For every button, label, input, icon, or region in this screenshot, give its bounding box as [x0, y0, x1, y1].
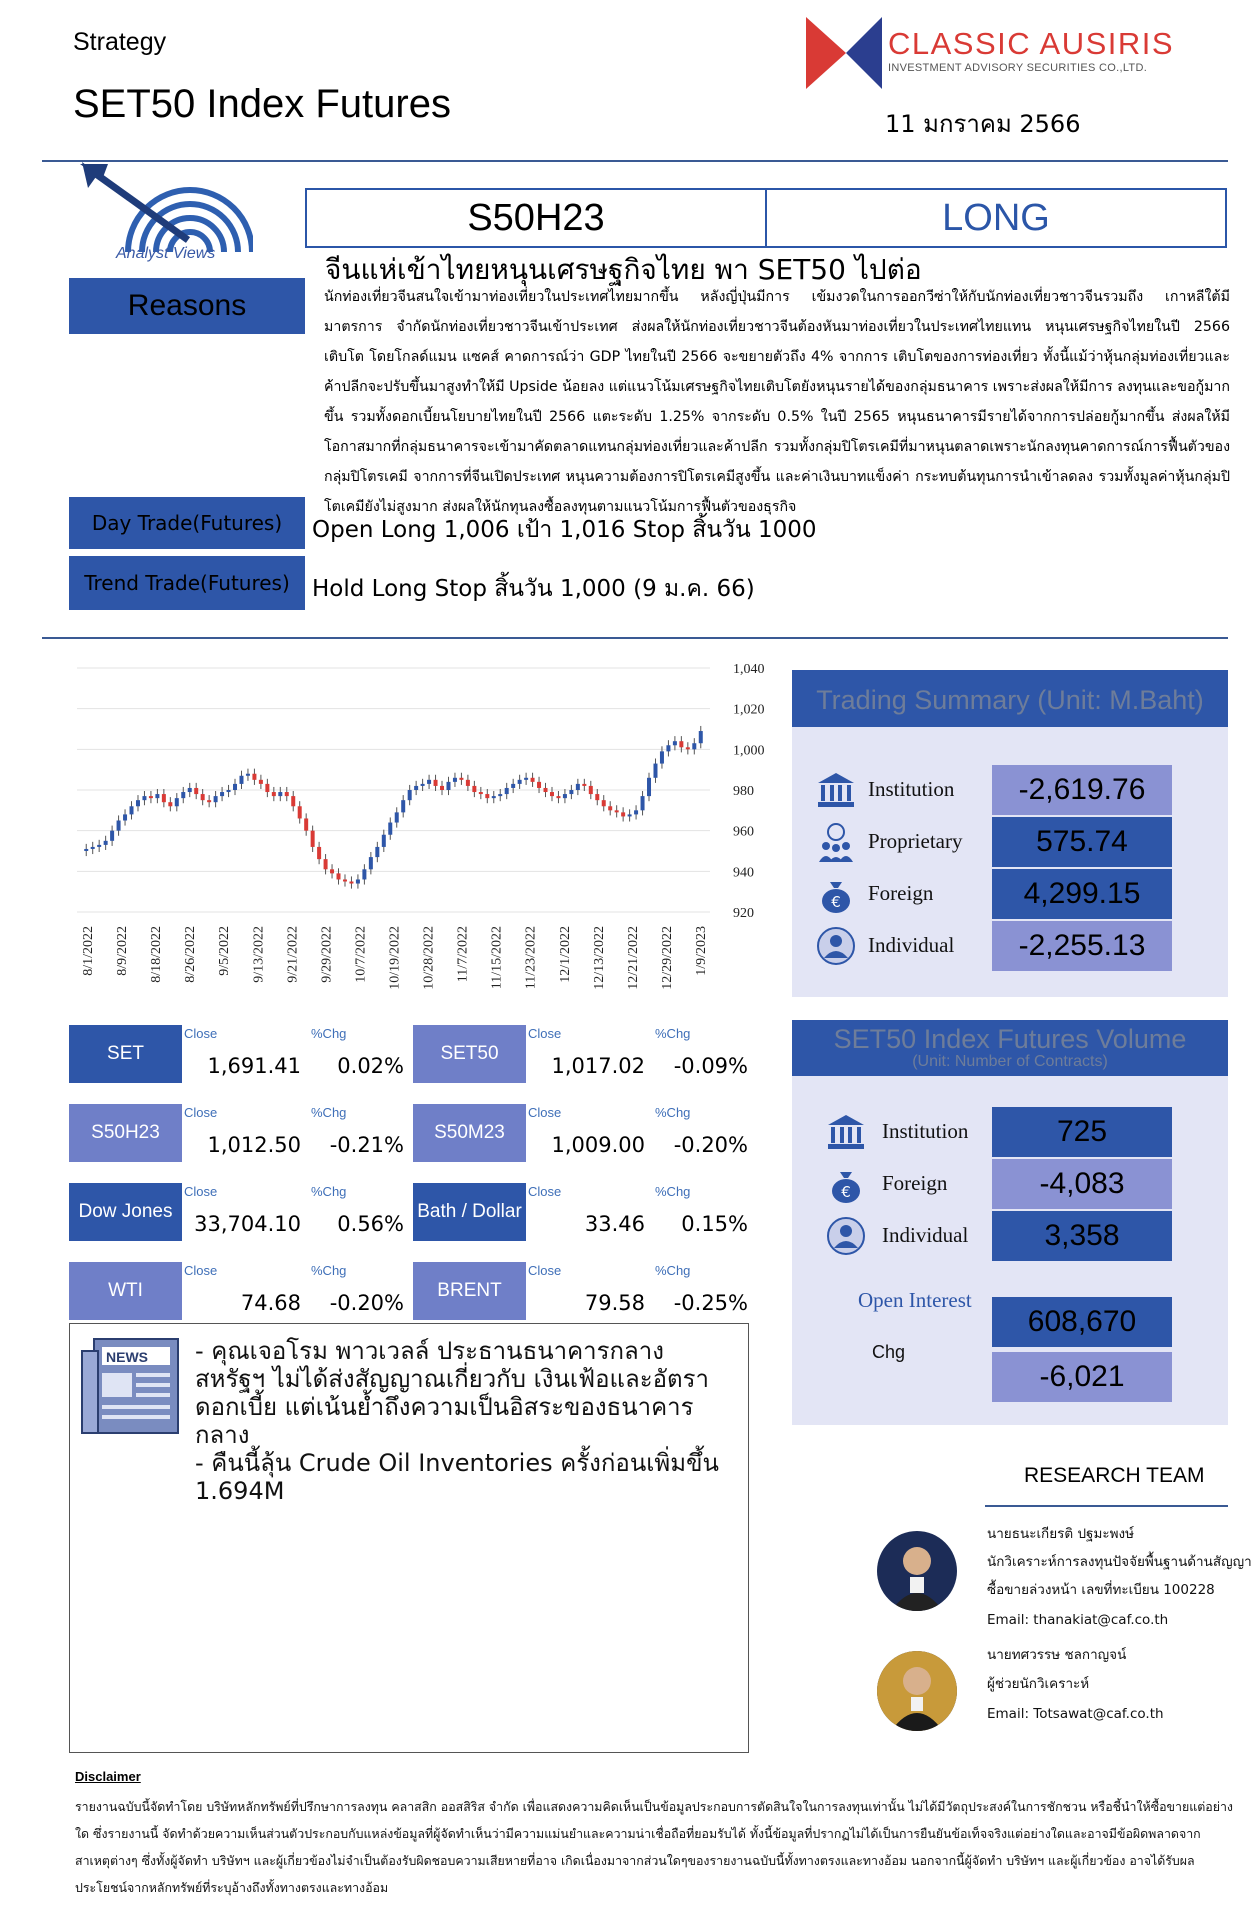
company-subtitle: INVESTMENT ADVISORY SECURITIES CO.,LTD. — [888, 62, 1148, 74]
member-role-line2: ซื้อขายล่วงหน้า เลขที่ทะเบียน 100228 — [987, 1582, 1215, 1598]
candle-body — [647, 778, 651, 796]
candle-body — [304, 818, 308, 830]
member-email: Email: thanakiat@caf.co.th — [987, 1612, 1169, 1628]
candle-body — [311, 831, 315, 847]
analyst-views-label: Analyst Views — [116, 245, 216, 262]
row-label: Individual — [868, 933, 955, 957]
user-icon — [816, 926, 856, 966]
candle-body — [686, 747, 690, 749]
candle-body — [104, 841, 108, 845]
chg-label: %Chg — [311, 1263, 347, 1278]
y-tick-label: 1,040 — [733, 662, 765, 677]
candle-body — [401, 800, 405, 812]
row-label: Institution — [882, 1119, 969, 1143]
market-name: WTI — [69, 1262, 182, 1320]
candle-body — [175, 798, 179, 806]
market-tile — [413, 1025, 750, 1083]
open-interest-chg-label: Chg — [872, 1342, 906, 1362]
avatar — [877, 1531, 957, 1611]
x-tick-label: 10/19/2022 — [387, 926, 403, 990]
page-title: SET50 Index Futures — [73, 82, 451, 126]
x-tick-label: 9/29/2022 — [319, 926, 335, 983]
chg-label: %Chg — [311, 1026, 347, 1041]
x-tick-label: 11/7/2022 — [455, 926, 471, 983]
market-name: SET50 — [413, 1025, 526, 1083]
report-date: 11 มกราคม 2566 — [885, 110, 1081, 138]
price-chart — [65, 650, 785, 1020]
reasons-text: นักท่องเที่ยวจีนสนใจเข้ามาท่องเที่ยวในประเทศไทยมากขึ้น หลังญี่ปุ่นมีการ เข้มงวดในการออกวีซ่าให้กับนักท่องเที่ยวชาวจีนรวมถึง เกาหลีใต้มีมาตรการ จำกัดนักท่องเที่ยวชาวจีนเข้าประเทศ ส่งผลให้นักท่องเที่ยวชาวจีนต้องหันมาท่องเที่ยวในประเทศไทยแทน หนุนเศรษฐกิจไทยในปี 2566 เติบโต โดยโกลด์แมน แซคส์ คาดการณ์ว่า GDP ไทยในปี 2566 จะขยายตัวถึง 4% จากการ เติบโตของการท่องเที่ยว ทั้งนี้แม้ว่าหุ้นกลุ่มท่องเที่ยวและค้าปลีกจะปรับขึ้นมาสูงทำให้มี Upside น้อยลง แต่แนวโน้มเศรษฐกิจไทยเติบโตยังหนุนรายได้ของกลุ่มธนาคาร เพราะส่งผลให้มีการ ลงทุนและขอกู้มากขึ้น รวมทั้งดอกเบี้ยนโยบายไทยในปี 2566 แตะระดับ 1.25% จากระดับ 0.5% ในปี 2565 หนุนธนาคารมีรายได้จากการปล่อยกู้มากขึ้น ส่งผลให้มีโอกาสมากที่กลุ่มธนาคารจะเข้ามาคัดตลาดแทนกลุ่มท่องเที่ยวและค้าปลีก รวมทั้งกลุ่มปิโตรเคมีที่มาหนุนตลาดเพราะนักลงทุนคาดการณ์การฟื้นตัวของกลุ่มปิโตรเคมี จากการที่จีนเปิดประเทศ หนุนความต้องการปิโตรเคมีสูงขึ้น และค่าเงินบาทแข็งค่า กระทบต้นทุนการนำเข้าลดลง รวมทั้งมูลค่าหุ้นกลุ่มปิโตเคมียังไม่สูงมาก ส่งผลให้นักทุนลงซื้อลงทุนตามแนวโน้มการฟื้นตัวของธุรกิจ — [324, 289, 1230, 515]
candle-body — [569, 790, 573, 794]
chg-label: %Chg — [311, 1184, 347, 1199]
x-tick-label: 8/18/2022 — [149, 926, 165, 983]
close-value: 1,012.50 — [207, 1133, 301, 1157]
close-value: 74.68 — [240, 1291, 301, 1315]
candle-body — [556, 796, 560, 798]
candle-body — [628, 814, 632, 816]
market-name: Bath / Dollar — [413, 1183, 526, 1241]
bank-icon — [826, 1112, 866, 1152]
candle-body — [220, 792, 224, 796]
market-tile — [69, 1025, 406, 1083]
candle-body — [472, 786, 476, 792]
report-category: Strategy — [73, 28, 167, 56]
candle-body — [155, 794, 159, 798]
candle-body — [317, 847, 321, 859]
candle-body — [84, 849, 88, 851]
news-item: - คืนนี้ลุ้น Crude Oil Inventories ครั้งก่อนเพิ่มขึ้น 1.694M — [195, 1449, 719, 1505]
row-value: 4,299.15 — [992, 869, 1172, 919]
x-tick-label: 12/21/2022 — [625, 926, 641, 990]
x-tick-label: 11/23/2022 — [523, 926, 539, 990]
candle-body — [673, 741, 677, 745]
open-interest-value: 608,670 — [992, 1297, 1172, 1347]
member-role: ผู้ช่วยนักวิเคราะห์ — [987, 1676, 1090, 1692]
candle-body — [427, 780, 431, 784]
trading-summary-title: Trading Summary (Unit: M.Baht) — [816, 684, 1204, 715]
candle-body — [142, 796, 146, 800]
x-tick-label: 12/13/2022 — [591, 926, 607, 990]
chg-value: -0.21% — [329, 1133, 404, 1157]
contract-symbol: S50H23 — [307, 190, 767, 246]
candle-body — [414, 786, 418, 790]
market-tile — [413, 1262, 750, 1320]
candle-body — [421, 784, 425, 786]
disclaimer-text: รายงานฉบับนี้จัดทำโดย บริษัทหลักทรัพย์ที่ปรึกษาการลงทุน คลาสสิก ออสสิริส จำกัด เพื่อแสดงความคิดเห็นเป็นข้อมูลประกอบการตัดสินใจในการลงทุนเท่านั้น ไม่ได้มีวัตถุประสงค์ในการชักชวน หรือชี้นำให้ซื้อขายแต่อย่างใด ซึ่งรายงานนี้ จัดทำด้วยความเห็นส่วนตัวประกอบกับแหล่งข้อมูลที่ผู้จัดทำเห็นว่ามีความแม่นยำและความน่าเชื่อถือที่ยอมรับได้ ทั้งนี้ข้อมูลที่ปรากฏไม่ได้เป็นการยืนยันข้อเท็จจริงแต่อย่างใดและอาจมีข้อผิดพลาดจากสาเหตุต่างๆ ซึ่งทั้งผู้จัดทำ บริษัทฯ และผู้เกี่ยวข้องไม่จำเป็นต้องรับผิดชอบความเสียหายที่อาจ เกิดเนื่องมาจากส่วนใดๆของรายงานฉบับนี้ทั้งทางตรงและทางอ้อม นอกจากนี้ผู้จัดทำ บริษัทฯ และผู้เกี่ยวข้อง อาจได้รับผลประโยชน์จากหลักทรัพย์ที่ระบุอ้างถึงทั้งทางตรงและทางอ้อม — [75, 1799, 1233, 1895]
market-tile — [69, 1262, 406, 1320]
candle-body — [330, 869, 334, 873]
candle-body — [239, 776, 243, 784]
candle-body — [97, 845, 101, 847]
day-trade-tag: Day Trade(Futures) — [69, 497, 305, 549]
chg-value: 0.56% — [337, 1212, 404, 1236]
candle-body — [699, 731, 703, 743]
candle-body — [511, 784, 515, 788]
candle-body — [149, 796, 153, 798]
chg-label: %Chg — [655, 1105, 691, 1120]
candle-body — [136, 800, 140, 806]
svg-text:NEWS: NEWS — [106, 1349, 148, 1365]
money-bag-icon — [826, 1164, 866, 1204]
candle-body — [337, 873, 341, 879]
svg-text:€: € — [841, 1183, 851, 1201]
signal-box — [305, 188, 1227, 248]
row-value: 3,358 — [992, 1211, 1172, 1261]
candle-body — [653, 764, 657, 778]
market-tile — [69, 1183, 406, 1241]
candle-body — [246, 774, 250, 776]
candle-body — [666, 745, 670, 751]
market-name: Dow Jones — [69, 1183, 182, 1241]
open-interest-label: Open Interest — [858, 1288, 972, 1312]
news-text — [195, 1337, 725, 1505]
chg-value: -0.20% — [329, 1291, 404, 1315]
candle-body — [356, 879, 360, 883]
row-label: Foreign — [868, 881, 934, 905]
close-label: Close — [528, 1026, 562, 1041]
x-tick-label: 12/29/2022 — [659, 926, 675, 990]
x-tick-label: 10/7/2022 — [353, 926, 369, 983]
trend-trade-text: Hold Long Stop สิ้นวัน 1,000 (9 ม.ค. 66) — [312, 576, 755, 602]
candle-body — [110, 831, 114, 841]
company-logo-icon — [806, 17, 882, 89]
close-label: Close — [528, 1105, 562, 1120]
candle-body — [265, 784, 269, 792]
x-tick-label: 8/26/2022 — [183, 926, 199, 983]
close-label: Close — [528, 1184, 562, 1199]
row-label: Individual — [882, 1223, 969, 1247]
candle-body — [589, 786, 593, 794]
chg-label: %Chg — [655, 1184, 691, 1199]
candle-body — [453, 778, 457, 782]
candle-body — [505, 788, 509, 794]
candle-body — [188, 788, 192, 792]
row-value: -2,619.76 — [992, 765, 1172, 815]
candle-body — [227, 790, 231, 792]
chg-label: %Chg — [655, 1026, 691, 1041]
candle-body — [524, 778, 528, 780]
market-tile — [413, 1183, 750, 1241]
candle-body — [259, 780, 263, 784]
candle-body — [582, 784, 586, 786]
close-value: 33.46 — [584, 1212, 645, 1236]
company-name: CLASSIC AUSIRIS — [888, 26, 1175, 61]
candle-body — [679, 741, 683, 747]
candle-body — [602, 800, 606, 806]
close-label: Close — [184, 1105, 218, 1120]
x-tick-label: 8/9/2022 — [115, 926, 131, 976]
candle-body — [608, 806, 612, 810]
market-name: S50H23 — [69, 1104, 182, 1162]
candle-body — [91, 847, 95, 849]
x-tick-label: 9/13/2022 — [251, 926, 267, 983]
row-label: Institution — [868, 777, 955, 801]
candle-body — [278, 792, 282, 796]
user-icon — [826, 1216, 866, 1256]
market-name: SET — [69, 1025, 182, 1083]
x-tick-label: 12/1/2022 — [557, 926, 573, 983]
avatar — [877, 1651, 957, 1731]
candle-body — [537, 782, 541, 788]
candle-body — [479, 792, 483, 794]
close-value: 33,704.10 — [194, 1212, 301, 1236]
candle-body — [168, 802, 172, 806]
open-interest-chg-value: -6,021 — [992, 1352, 1172, 1402]
chg-value: -0.25% — [673, 1291, 748, 1315]
close-value: 1,009.00 — [551, 1133, 645, 1157]
candle-body — [440, 786, 444, 790]
money-bag-icon — [816, 874, 856, 914]
chg-value: 0.15% — [681, 1212, 748, 1236]
candle-body — [252, 774, 256, 780]
candle-body — [498, 794, 502, 796]
candle-body — [544, 788, 548, 792]
candle-body — [285, 792, 289, 796]
candle-body — [181, 792, 185, 798]
candle-body — [382, 835, 386, 847]
position-direction: LONG — [942, 196, 1050, 239]
candle-body — [130, 806, 134, 814]
candle-body — [550, 792, 554, 796]
market-name: BRENT — [413, 1262, 526, 1320]
candle-body — [563, 794, 567, 798]
member-email: Email: Totsawat@caf.co.th — [987, 1706, 1164, 1722]
people-globe-icon — [816, 822, 856, 862]
x-tick-label: 9/21/2022 — [285, 926, 301, 983]
svg-text:€: € — [831, 893, 841, 911]
candle-body — [207, 800, 211, 802]
y-tick-label: 1,000 — [733, 743, 765, 759]
member-role: นักวิเคราะห์การลงทุนปัจจัยพื้นฐานด้านสัญญา — [987, 1554, 1252, 1570]
candle-body — [123, 814, 127, 820]
y-tick-label: 920 — [733, 906, 754, 921]
news-item: - คุณเจอโรม พาวเวลล์ ประธานธนาคารกลางสหรัฐฯ ไม่ได้ส่งสัญญาณเกี่ยวกับ เงินเฟ้อและอัตราดอกเบี้ย แต่เน้นย้ำถึงความเป็นอิสระของธนาคารกลาง — [195, 1337, 709, 1449]
candle-body — [660, 751, 664, 763]
close-label: Close — [528, 1263, 562, 1278]
day-trade-text: Open Long 1,006 เป้า 1,016 Stop สิ้นวัน 1000 — [312, 517, 817, 543]
candle-body — [375, 847, 379, 857]
candle-body — [446, 782, 450, 790]
market-tile — [413, 1104, 750, 1162]
candle-body — [615, 810, 619, 812]
candle-body — [395, 812, 399, 822]
candle-body — [194, 788, 198, 794]
x-tick-label: 8/1/2022 — [81, 926, 96, 976]
row-value: 725 — [992, 1107, 1172, 1157]
chg-value: -0.09% — [673, 1054, 748, 1078]
y-tick-label: 1,020 — [733, 702, 765, 718]
candle-body — [201, 794, 205, 800]
x-tick-label: 11/15/2022 — [489, 926, 505, 990]
y-tick-label: 960 — [733, 824, 754, 840]
bank-icon — [816, 770, 856, 810]
candle-body — [324, 859, 328, 869]
candle-body — [233, 784, 237, 790]
close-label: Close — [184, 1263, 218, 1278]
candle-body — [291, 796, 295, 806]
trading-summary-header — [792, 670, 1228, 730]
chg-label: %Chg — [311, 1105, 347, 1120]
y-tick-label: 980 — [733, 784, 754, 799]
candle-body — [492, 796, 496, 798]
disclaimer-title: Disclaimer — [75, 1769, 141, 1784]
candle-body — [162, 794, 166, 802]
candle-body — [692, 743, 696, 749]
candle-body — [298, 806, 302, 818]
candle-body — [117, 821, 121, 831]
candle-body — [434, 780, 438, 786]
candle-body — [595, 794, 599, 800]
research-team-divider — [985, 1505, 1228, 1507]
market-tile — [69, 1104, 406, 1162]
close-value: 1,691.41 — [207, 1054, 301, 1078]
candle-body — [576, 784, 580, 790]
chg-label: %Chg — [655, 1263, 691, 1278]
candle-body — [485, 794, 489, 798]
futures-volume-subtitle: (Unit: Number of Contracts) — [912, 1052, 1108, 1070]
chg-value: -0.20% — [673, 1133, 748, 1157]
member-name: นายธนะเกียรติ ปฐมะพงษ์ — [987, 1526, 1135, 1542]
section-divider — [42, 637, 1228, 639]
newspaper-icon — [80, 1337, 182, 1435]
member-name: นายทศวรรษ ชลกาญจน์ — [987, 1647, 1127, 1663]
candle-body — [459, 778, 463, 780]
reasons-tag: Reasons — [69, 278, 305, 334]
row-label: Foreign — [882, 1171, 948, 1195]
futures-volume-title: SET50 Index Futures Volume — [833, 1023, 1187, 1054]
trend-trade-tag: Trend Trade(Futures) — [69, 556, 305, 610]
candle-body — [641, 796, 645, 810]
candle-body — [362, 869, 366, 879]
row-value: -2,255.13 — [992, 921, 1172, 971]
candle-body — [214, 796, 218, 802]
x-tick-label: 1/9/2023 — [694, 926, 709, 976]
futures-volume-header — [792, 1020, 1228, 1076]
candle-body — [349, 882, 353, 884]
close-value: 79.58 — [584, 1291, 645, 1315]
headline: จีนแห่เข้าไทยหนุนเศรษฐกิจไทย พา SET50 ไปต่อ — [325, 253, 922, 286]
candle-body — [408, 790, 412, 800]
candle-body — [369, 857, 373, 869]
close-value: 1,017.02 — [551, 1054, 645, 1078]
research-team-title: RESEARCH TEAM — [1024, 1464, 1205, 1487]
candle-body — [272, 792, 276, 796]
candle-body — [343, 879, 347, 881]
candle-body — [531, 778, 535, 782]
x-tick-label: 10/28/2022 — [421, 926, 437, 990]
market-name: S50M23 — [413, 1104, 526, 1162]
candle-body — [518, 780, 522, 784]
chg-value: 0.02% — [337, 1054, 404, 1078]
x-tick-label: 9/5/2022 — [217, 926, 233, 976]
candle-body — [388, 823, 392, 835]
row-value: -4,083 — [992, 1159, 1172, 1209]
candle-body — [466, 780, 470, 786]
row-label: Proprietary — [868, 829, 963, 853]
close-label: Close — [184, 1026, 218, 1041]
y-tick-label: 940 — [733, 865, 754, 881]
candle-body — [621, 812, 625, 816]
row-value: 575.74 — [992, 817, 1172, 867]
close-label: Close — [184, 1184, 218, 1199]
candle-body — [634, 810, 638, 814]
